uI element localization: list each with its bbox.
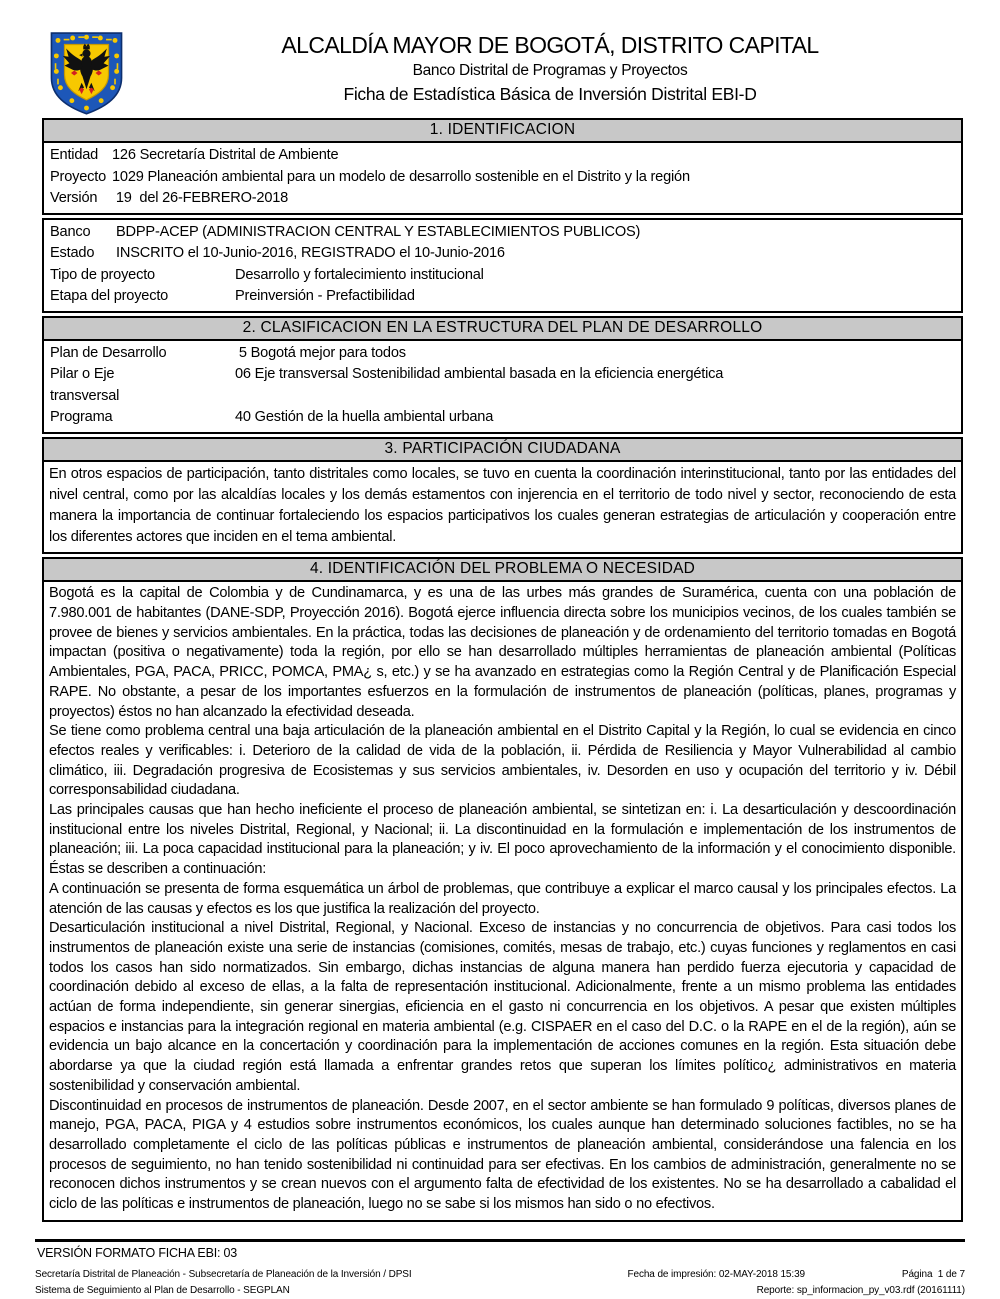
field-row-version — [50, 188, 955, 210]
field-label: Entidad — [50, 147, 99, 163]
field-row-pilar-eje — [50, 364, 955, 407]
section-problema-title: 4. IDENTIFICACIÓN DEL PROBLEMA O NECESIDAD — [44, 559, 961, 582]
field-label: Tipo de proyecto — [50, 266, 155, 283]
field-value: INSCRITO el 10-Junio-2016, REGISTRADO el 10-Junio-2016 — [116, 245, 505, 261]
field-row-estado — [50, 243, 955, 265]
footer-meta-row-2 — [35, 1283, 965, 1299]
field-value: 126 Secretaría Distrital de Ambiente — [112, 147, 339, 163]
identificacion-detalle-rows — [44, 220, 961, 311]
footer-divider — [35, 1239, 965, 1242]
field-value: 40 Gestión de la huella ambiental urbana — [235, 409, 494, 425]
field-label: Etapa del proyecto — [50, 288, 169, 304]
identificacion-rows — [44, 143, 961, 213]
footer-print-date: Fecha de impresión: 02-MAY-2018 15:39 — [627, 1269, 805, 1280]
field-label: Versión — [50, 190, 98, 206]
footer-report-name: Reporte: sp_informacion_py_v03.rdf (20161111) — [756, 1285, 965, 1296]
field-row-entidad — [50, 145, 955, 167]
field-row-tipo-proyecto — [50, 265, 955, 287]
field-label: Plan de Desarrollo — [50, 344, 167, 361]
paragraph: Las principales causas que han hecho ineficiente el proceso de planeación ambiental, se sintetizan en: i. La desarticulación y descoordinación institucional entre los niveles Distrital, Regional, y Nacional; ii. La discontinuidad en la formulación e implementación de los instrumentos de planeación; iii. La poca capacidad institucional para la planeación; y iv. El poco aprovechamiento de la información y el conocimiento disponible. Éstas se describen a continuación: — [49, 802, 956, 878]
document-footer — [35, 1239, 965, 1299]
coat-of-arms-icon — [38, 29, 135, 117]
field-value: Preinversión - Prefactibilidad — [235, 288, 415, 304]
paragraph: Bogotá es la capital de Colombia y de Cundinamarca, y es una de las urbes más grandes de Suramérica, cuenta con una población de 7.980.001 de habitantes (DANE-SDP, Proyección 2016). Bogotá ejerce influencia directa sobre los municipios vecinos, de los cuales también se provee de bienes y servicios ambientales. En la práctica, todas las decisiones de planeación y de ordenamiento del territorio tomadas en Bogotá impactan (positiva o negativamente) toda la región, por ello se han desarrollado múltiples herramientas de planeación ambiental (Políticas Ambientales, PGA, PACA, PRICC, POMCA, PMA¿ s, etc.) y se ha avanzado en estrategias como la Región Central y de Planificación Especial RAPE. No obstante, a pesar de los importantes esfuerzos en la formulación de instrumentos de planeación (políticas, planes, programas y proyectos) éstos no han alcanzado la efectividad deseada. — [49, 585, 956, 720]
field-value: 5 Bogotá mejor para todos — [235, 344, 406, 361]
section-participacion-title: 3. PARTICIPACIÓN CIUDADANA — [44, 439, 961, 462]
section-participacion — [42, 437, 963, 555]
field-label: Pilar o Eje transversal — [50, 366, 120, 404]
field-value: 06 Eje transversal Sostenibilidad ambiental basada en la eficiencia energética — [235, 366, 724, 382]
footer-entity-line: Secretaría Distrital de Planeación - Subsecretaría de Planeación de la Inversión / DPSI — [35, 1269, 412, 1280]
document-subtitle-bank: Banco Distrital de Programas y Proyectos — [412, 62, 688, 79]
section-identificacion-title: 1. IDENTIFICACION — [44, 120, 961, 143]
footer-meta — [35, 1267, 965, 1299]
field-value: Desarrollo y fortalecimiento institucional — [235, 266, 484, 283]
field-row-programa — [50, 407, 955, 429]
field-label: Banco — [50, 223, 91, 240]
field-value: 1029 Planeación ambiental para un modelo de desarrollo sostenible en el Distrito y la región — [112, 168, 690, 185]
bogota-coat-of-arms-logo — [38, 29, 135, 117]
footer-system-line: Sistema de Seguimiento al Plan de Desarrollo - SEGPLAN — [35, 1285, 290, 1296]
document-body — [42, 118, 963, 1225]
participacion-text: En otros espacios de participación, tanto distritales como locales, se tuvo en cuenta la coordinación interinstitucional, tanto por las entidades del nivel central, como por las alcaldías locales y los demás estamentos con injerencia en el territorio de todo nivel y sector, reconociendo de esta manera la importancia de continuar fortaleciendo los espacios participativos los cuales generan estrategias de articulación y cooperación entre los diferentes actores que inciden en el tema ambiental. — [49, 465, 956, 546]
document-title: ALCALDÍA MAYOR DE BOGOTÁ, DISTRITO CAPITAL — [281, 32, 819, 58]
field-label: Programa — [50, 409, 113, 425]
section-clasificacion — [42, 316, 963, 434]
document-header — [0, 28, 1000, 118]
field-row-etapa-proyecto — [50, 286, 955, 308]
paragraph: Desarticulación institucional a nivel Distrital, Regional, y Nacional. Exceso de instancias y no concurrencia de objetivos. Para casi todos los instrumentos de planeación existe una serie de instancias (comisiones, comités, mesas de trabajo, etc.) cuyas funciones y reglamentos en casi todos los casos han sido normatizados. Sin embargo, dichas instancias de alguna manera han perdido fuerza ejecutoria y capacidad de coordinación debido al exceso de ellas, a la falta de representación institucional. Adicionalmente, frente a un mismo problema las entidades actúan de forma independiente, sin generar sinergias, eficiencia en el gasto ni concurrencia en los objetivos. A pesar que existen múltiples espacios e instancias para la integración regional en materia ambiental (e.g. CISPAER en el caso del D.C. o la RAPE en el de la región), aún se evidencia un bajo alcance en la concertación y coordinación para la implementación de acciones comunes en la región. Esta situación debe abordarse ya que la ciudad región está llamada a enfrentar grandes retos que superan los límites político¿ administrativos en materia sostenibilidad y conservación ambiental. — [49, 920, 956, 1094]
paragraph: Se tiene como problema central una baja articulación de la planeación ambiental en el Distrito Capital y la Región, lo cual se evidencia en cinco efectos reales y verificables: i. Deterioro de la calidad de vida de la población, ii. Pérdida de Resiliencia y Mayor Vulnerabilidad al cambio climático, iii. Degradación progresiva de Ecosistemas y sus servicios ambientales, iv. Desorden en uso y ocupación del territorio y iv. Débil corresponsabilidad ciudadana. — [49, 723, 956, 799]
footer-page-number: Página 1 de 7 — [901, 1269, 965, 1280]
section-identificacion-detalle — [42, 218, 963, 313]
section-problema — [42, 557, 963, 1222]
section-identificacion — [42, 118, 963, 215]
problema-paragraphs — [44, 582, 961, 1220]
document-subtitle-ficha: Ficha de Estadística Básica de Inversión Distrital EBI-D — [343, 84, 757, 104]
section-clasificacion-title: 2. CLASIFICACION EN LA ESTRUCTURA DEL PLAN DE DESARROLLO — [44, 318, 961, 341]
field-row-plan-desarrollo — [50, 343, 955, 365]
field-label: Estado — [50, 245, 95, 261]
field-label: Proyecto — [50, 168, 106, 185]
document-titles — [140, 32, 960, 105]
field-value: BDPP-ACEP (ADMINISTRACION CENTRAL Y ESTABLECIMIENTOS PUBLICOS) — [116, 223, 641, 240]
paragraph: A continuación se presenta de forma esquemática un árbol de problemas, que contribuye a explicar el marco causal y los principales efectos. La atención de las causas y efectos es los que justifica la realización del proyecto. — [49, 880, 956, 917]
field-value: 19 del 26-FEBRERO-2018 — [112, 190, 289, 206]
footer-version: VERSIÓN FORMATO FICHA EBI: 03 — [37, 1246, 238, 1260]
footer-meta-row-1 — [35, 1267, 965, 1283]
paragraph: Discontinuidad en procesos de instrumentos de planeación. Desde 2007, en el sector ambiente se han formulado 9 políticas, diversos planes de manejo, PGA, PACA, PIGA y 4 estudios sobre instrumentos económicos, los cuales aunque han determinado soluciones factibles, no se ha desarrollado completamente el ciclo de las políticas públicas e instrumentos de planeación ambiental, considerándose una falencia en los procesos de seguimiento, no han tenido sostenibilidad ni continuidad para ser efectivas. En los cambios de administración, generalmente no se reconocen dichos instrumentos y se crean nuevos con el argumento falta de efectividad de los existentes. No se ha desarrollado a cabalidad el ciclo de las políticas e instrumentos de planeación, luego no se sabe si los mismos han sido o no efectivos. — [49, 1097, 956, 1213]
clasificacion-rows — [44, 341, 961, 432]
field-row-proyecto — [50, 167, 955, 189]
field-row-banco — [50, 222, 955, 244]
